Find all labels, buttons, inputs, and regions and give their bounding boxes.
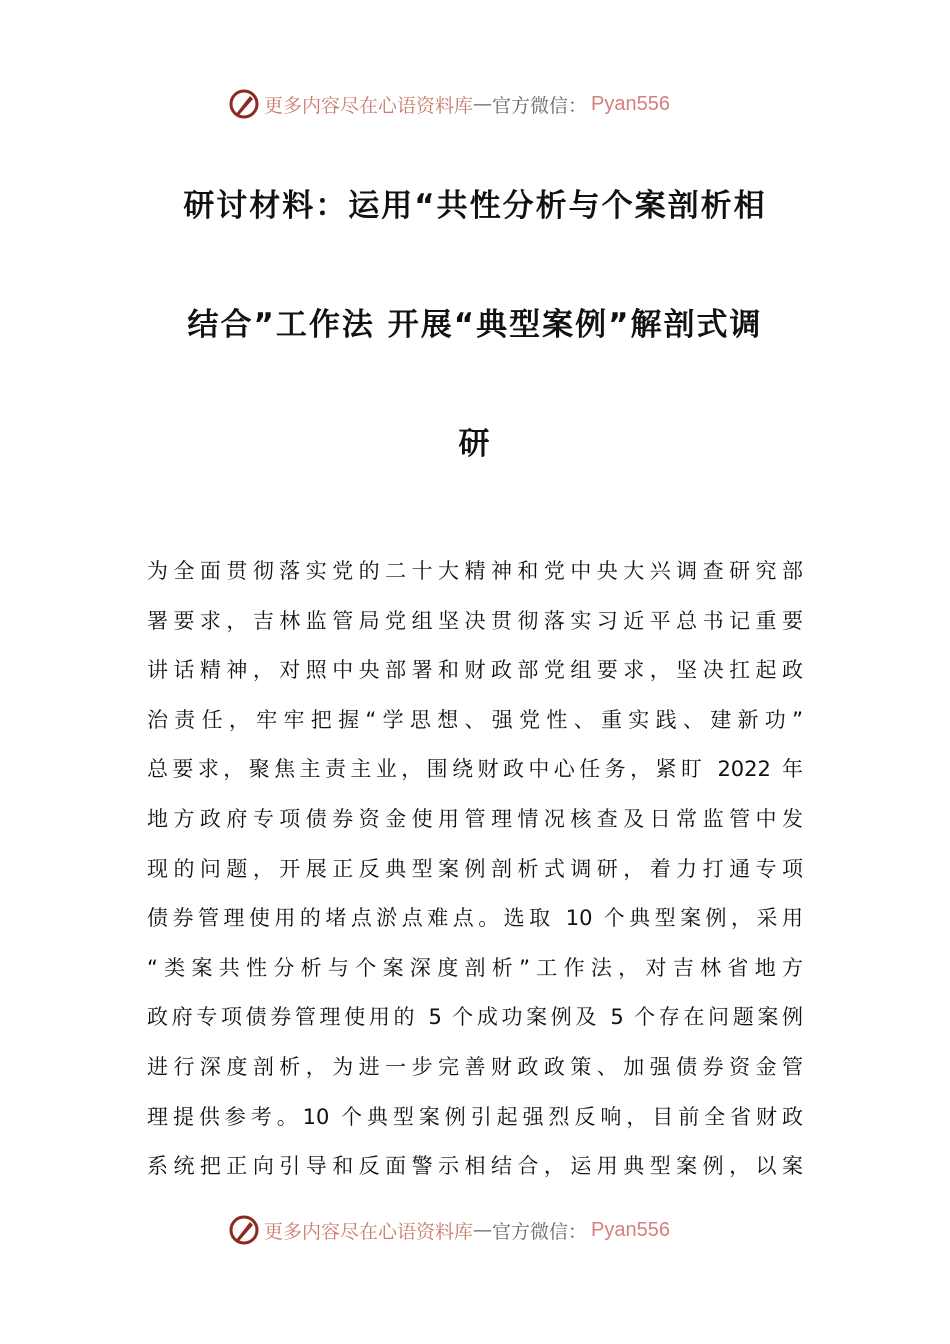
pen-logo-icon [228, 88, 260, 120]
page-title-line-3: 研 [458, 426, 492, 462]
body-line: 进行深度剖析，为进一步完善财政政策、加强债券资金管 [147, 1055, 803, 1079]
body-line: 署要求，吉林监管局党组坚决贯彻落实习近平总书记重要 [147, 608, 803, 633]
watermark-wechat-label: 官方微信： [492, 94, 588, 117]
footer-watermark [228, 1212, 728, 1248]
body-line: 理提供参考。10 个典型案例引起强烈反响，目前全省财政 [147, 1104, 803, 1129]
watermark-site: 更多内容尽在心语资料库 [264, 94, 474, 117]
body-line: 讲话精神，对照中央部署和财政部党组要求，坚决扛起政 [147, 658, 803, 683]
page-title-line-1: 研讨材料：运用“共性分析与个案剖析相 [183, 188, 767, 224]
body-line: 债券管理使用的堵点淤点难点。选取 10 个典型案例，采用 [147, 906, 803, 931]
watermark-wechat-id: Pyan556 [591, 92, 670, 115]
body-line: 为全面贯彻落实党的二十大精神和党中央大兴调查研究部 [147, 559, 803, 583]
body-line: 治责任，牢牢把握“学思想、强党性、重实践、建新功” [147, 707, 803, 732]
body-line: 系统把正向引导和反面警示相结合，运用典型案例，以案 [147, 1154, 803, 1179]
watermark-wechat-label: 官方微信： [492, 1220, 588, 1243]
watermark-wechat-id: Pyan556 [591, 1218, 670, 1241]
page-title-line-2: 结合”工作法 开展“典型案例”解剖式调 [187, 307, 763, 343]
body-line: 现的问题，开展正反典型案例剖析式调研，着力打通专项 [147, 856, 803, 881]
body-line: 地方政府专项债券资金使用管理情况核查及日常监管中发 [147, 807, 803, 831]
body-line: “类案共性分析与个案深度剖析”工作法，对吉林省地方 [147, 955, 803, 980]
watermark-dash: — [473, 1219, 493, 1241]
pen-logo-icon [228, 1214, 260, 1246]
watermark-dash: — [473, 93, 493, 115]
header-watermark [228, 86, 728, 122]
body-line: 总要求，聚焦主责主业，围绕财政中心任务，紧盯 2022 年 [147, 757, 803, 782]
body-line: 政府专项债券管理使用的 5 个成功案例及 5 个存在问题案例 [147, 1005, 803, 1030]
watermark-site: 更多内容尽在心语资料库 [264, 1220, 474, 1243]
